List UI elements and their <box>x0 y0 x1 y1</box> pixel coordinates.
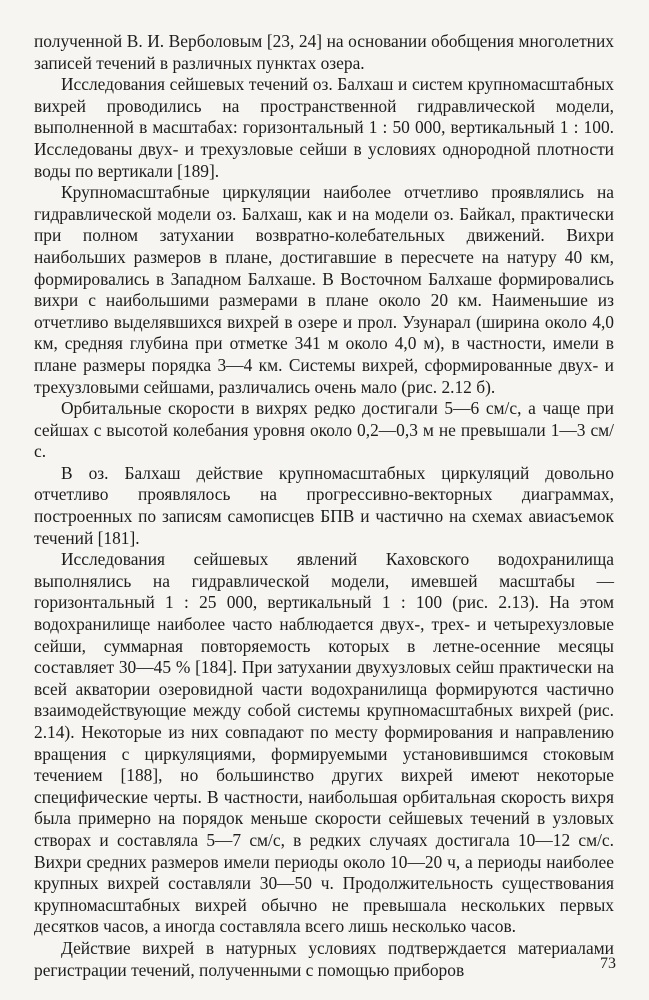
paragraph-field-conditions: Действие вихрей в натурных условиях подтверждается материалами регистрации течений, полученными с помощью приборов <box>34 937 614 980</box>
paragraph-continuation: полученной В. И. Верболовым [23, 24] на основании обобщения многолетних записей течений в различных пунктах озера. <box>34 31 614 73</box>
page-number: 73 <box>600 955 616 972</box>
paragraph-orbital-speeds: Орбитальные скорости в вихрях редко достигали 5—6 см/с, а чаще при сейшах с высотой колебания уровня около 0,2—0,3 м не превышали 1—3 см/с. <box>34 398 614 462</box>
paragraph-kakhovka-reservoir: Исследования сейшевых явлений Каховского водохранилища выполнялись на гидравлической модели, имевшей масштабы — горизонтальный 1 : 25 000, вертикальный 1 : 100 (рис. 2.13). На этом водохранилище наиболее часто наблюдается двух-, трех- и четырехузловые сейши, суммарная повторяемость которых в летне-осенние месяцы составляет 30—45 % [184]. При затухании двухузловых сейш практически на всей акватории озеровидной части водохранилища формируются частично взаимодействующие между собой системы крупномасштабных вихрей (рис. 2.14). Некоторые из них совпадают по месту формирования и направлению вращения с циркуляциями, формируемыми установившимся стоковым течением [188], но большинство других вихрей имеют некоторые специфические черты. В частности, наибольшая орбитальная скорость вихря была примерно на порядок меньше скорости сейшевых течений в узловых створах и составляла 5—7 см/с, в редких случаях достигала 10—12 см/с. Вихри средних размеров имели периоды около 10—20 ч, а периоды наиболее крупных вихрей составляли 30—50 ч. Продолжительность существования крупномасштабных вихрей обычно не превышала нескольких первых десятков часов, а иногда составляла всего лишь несколько часов. <box>34 549 614 937</box>
paragraph-large-scale-circulation: Крупномасштабные циркуляции наиболее отчетливо проявлялись на гидравлической модели оз. Балхаш, как и на модели оз. Байкал, практически при полном затухании возвратно-колебательных движений. Вихри наибольших размеров в плане, достигавшие в пересчете на натуру 40 км, формировались в Западном Балхаше. В Восточном Балхаше формировались вихри с наибольшими размерами в плане около 20 км. Наименьшие из отчетливо выделявшихся вихрей в озере и прол. Узунарал (ширина около 4,0 км, средняя глубина при отметке 341 м около 4,0 м), в частности, имели в плане размеры порядка 3—4 км. Системы вихрей, сформированные двух- и трехузловыми сейшами, различались очень мало (рис. 2.12 б). <box>34 182 614 397</box>
body-text <box>34 31 614 981</box>
paragraph-balkhash-seiche-model: Исследования сейшевых течений оз. Балхаш и систем крупномасштабных вихрей проводились на пространственной гидравлической модели, выполненной в масштабах: горизонтальный 1 : 50 000, вертикальный 1 : 100. Исследованы двух- и трехузловые сейши в условиях однородной плотности воды по вертикали [189]. <box>34 74 614 181</box>
paragraph-vector-diagrams: В оз. Балхаш действие крупномасштабных циркуляций довольно отчетливо проявлялось на прогрессивно-векторных диаграммах, построенных по записям самописцев БПВ и частично на схемах авиасъемок течений [181]. <box>34 462 614 548</box>
